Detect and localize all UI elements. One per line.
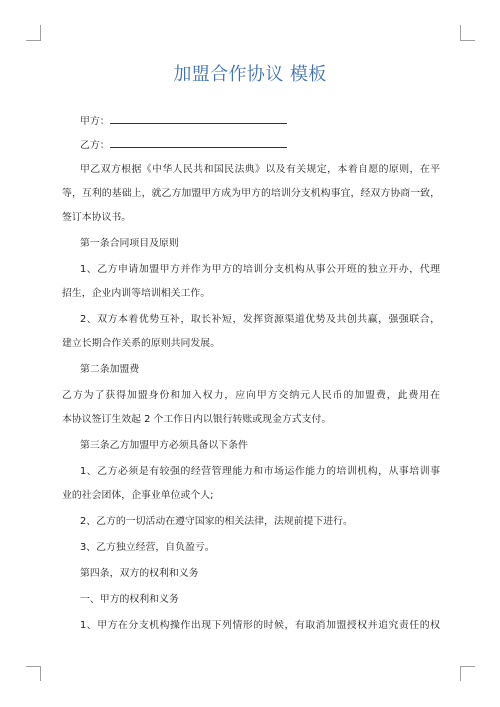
crop-mark-vertical-line (460, 666, 461, 681)
article-clause (62, 510, 440, 534)
section-heading: 一、甲方的权利和义务 (80, 594, 179, 605)
article-heading: 第二条加盟费 (80, 364, 140, 375)
party-a-blank-line (110, 113, 287, 124)
crop-mark-vertical-line (40, 25, 41, 40)
document-title: 加盟合作协议 模板 (173, 64, 327, 85)
paragraph-line: 业的社会团体，企事业单位或个人; (62, 490, 214, 501)
article-clause (62, 384, 440, 432)
paragraph-line: 签订本协议书。 (62, 212, 132, 223)
article-clause (62, 258, 440, 306)
crop-mark-horizontal-line (26, 40, 41, 41)
article-clause (62, 308, 440, 356)
document-body (62, 110, 440, 640)
article-heading: 第四条，双方的权利和义务 (80, 568, 199, 579)
article-section (62, 588, 440, 638)
paragraph-line: 乙方为了获得加盟身份和加入权力，应向甲方交纳元人民币的加盟费，此费用在 (62, 390, 440, 401)
article-clause (62, 536, 440, 560)
paragraph-line: 1、乙方必须是有较强的经营管理能力和市场运作能力的培训机构，从事培训事 (80, 466, 440, 477)
paragraph-line: 甲乙双方根据《中华人民共和国民法典》以及有关规定，本着自愿的原则，在平 (80, 164, 440, 175)
party-a-label: 甲方： (80, 116, 110, 127)
paragraph-line: 2、乙方的一切活动在遵守国家的相关法律，法规前提下进行。 (80, 516, 353, 527)
party-b-row (62, 134, 440, 158)
crop-mark-horizontal-line (460, 666, 475, 667)
paragraph-line: 1、甲方在分支机构操作出现下列情形的时候，有取消加盟授权并追究责任的权 (80, 620, 440, 631)
crop-mark-vertical-line (40, 666, 41, 681)
paragraph-line: 招生，企业内训等培训相关工作。 (62, 288, 211, 299)
party-b-blank-line (110, 137, 287, 148)
paragraph-line: 建立长期合作关系的原则共同发展。 (62, 338, 221, 349)
paragraph-line: 3、乙方独立经营，自负盈亏。 (80, 542, 215, 553)
article-2 (62, 358, 440, 432)
article-clause (62, 460, 440, 508)
article-heading: 第三条乙方加盟甲方必须具备以下条件 (80, 440, 248, 451)
article-3 (62, 434, 440, 560)
crop-mark-horizontal-line (460, 40, 475, 41)
crop-mark-vertical-line (460, 25, 461, 40)
paragraph-line: 2、双方本着优势互补，取长补短，发挥资源渠道优势及共创共赢，强强联合， (80, 314, 440, 325)
paragraph-line: 1、乙方申请加盟甲方并作为甲方的培训分支机构从事公开班的独立开办，代理 (80, 264, 440, 275)
article-heading: 第一条合同项目及原则 (80, 238, 179, 249)
article-1 (62, 232, 440, 356)
paragraph-line: 等，互利的基础上，就乙方加盟甲方成为甲方的培训分支机构事宜，经双方协商一致， (62, 188, 440, 199)
crop-mark-horizontal-line (26, 666, 41, 667)
party-b-label: 乙方： (80, 140, 110, 151)
article-4 (62, 562, 440, 638)
paragraph-line: 本协议签订生效起 2 个工作日内以银行转账或现金方式支付。 (62, 414, 332, 425)
article-clause (62, 614, 440, 638)
preamble-paragraph (62, 158, 440, 230)
party-a-row (62, 110, 440, 134)
